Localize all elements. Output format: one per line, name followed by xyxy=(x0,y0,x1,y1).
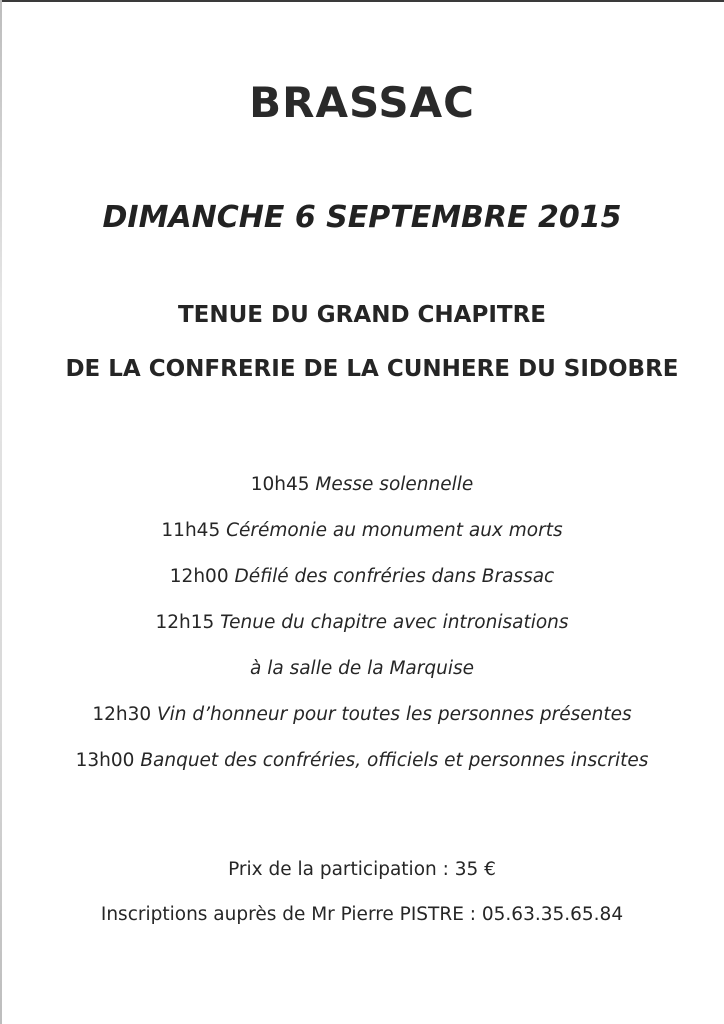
scan-top-edge xyxy=(0,0,724,2)
schedule-item xyxy=(0,612,724,633)
heading-line-2: DE LA CONFRERIE DE LA CUNHERE DU SIDOBRE xyxy=(65,356,679,382)
schedule-item xyxy=(0,474,724,495)
schedule-item xyxy=(0,520,724,541)
schedule-description: Vin d’honneur pour toutes les personnes présentes xyxy=(157,704,632,725)
schedule-time: 11h45 xyxy=(161,520,221,541)
schedule-description: Cérémonie au monument aux morts xyxy=(226,520,563,541)
schedule-description: Tenue du chapitre avec intronisations xyxy=(220,612,569,633)
price-line: Prix de la participation : 35 € xyxy=(228,859,496,880)
schedule-item xyxy=(0,704,724,725)
registration-line: Inscriptions auprès de Mr Pierre PISTRE : 05.63.35.65.84 xyxy=(100,904,624,925)
schedule-time: 12h00 xyxy=(169,566,229,587)
schedule-time: 12h15 xyxy=(155,612,215,633)
schedule-item-continuation xyxy=(0,658,724,679)
schedule-time: 13h00 xyxy=(75,750,135,771)
schedule-item xyxy=(0,566,724,587)
schedule-description: Banquet des confréries, officiels et personnes inscrites xyxy=(140,750,649,771)
schedule-description: Défilé des confréries dans Brassac xyxy=(234,566,555,587)
schedule-time: 10h45 xyxy=(250,474,310,495)
document-title: BRASSAC xyxy=(249,78,475,127)
heading-line-1: TENUE DU GRAND CHAPITRE xyxy=(177,302,546,328)
schedule-time: 12h30 xyxy=(92,704,152,725)
schedule-description: Messe solennelle xyxy=(315,474,474,495)
event-date: DIMANCHE 6 SEPTEMBRE 2015 xyxy=(102,200,622,235)
schedule-item xyxy=(0,750,724,771)
schedule-description: à la salle de la Marquise xyxy=(250,658,474,679)
